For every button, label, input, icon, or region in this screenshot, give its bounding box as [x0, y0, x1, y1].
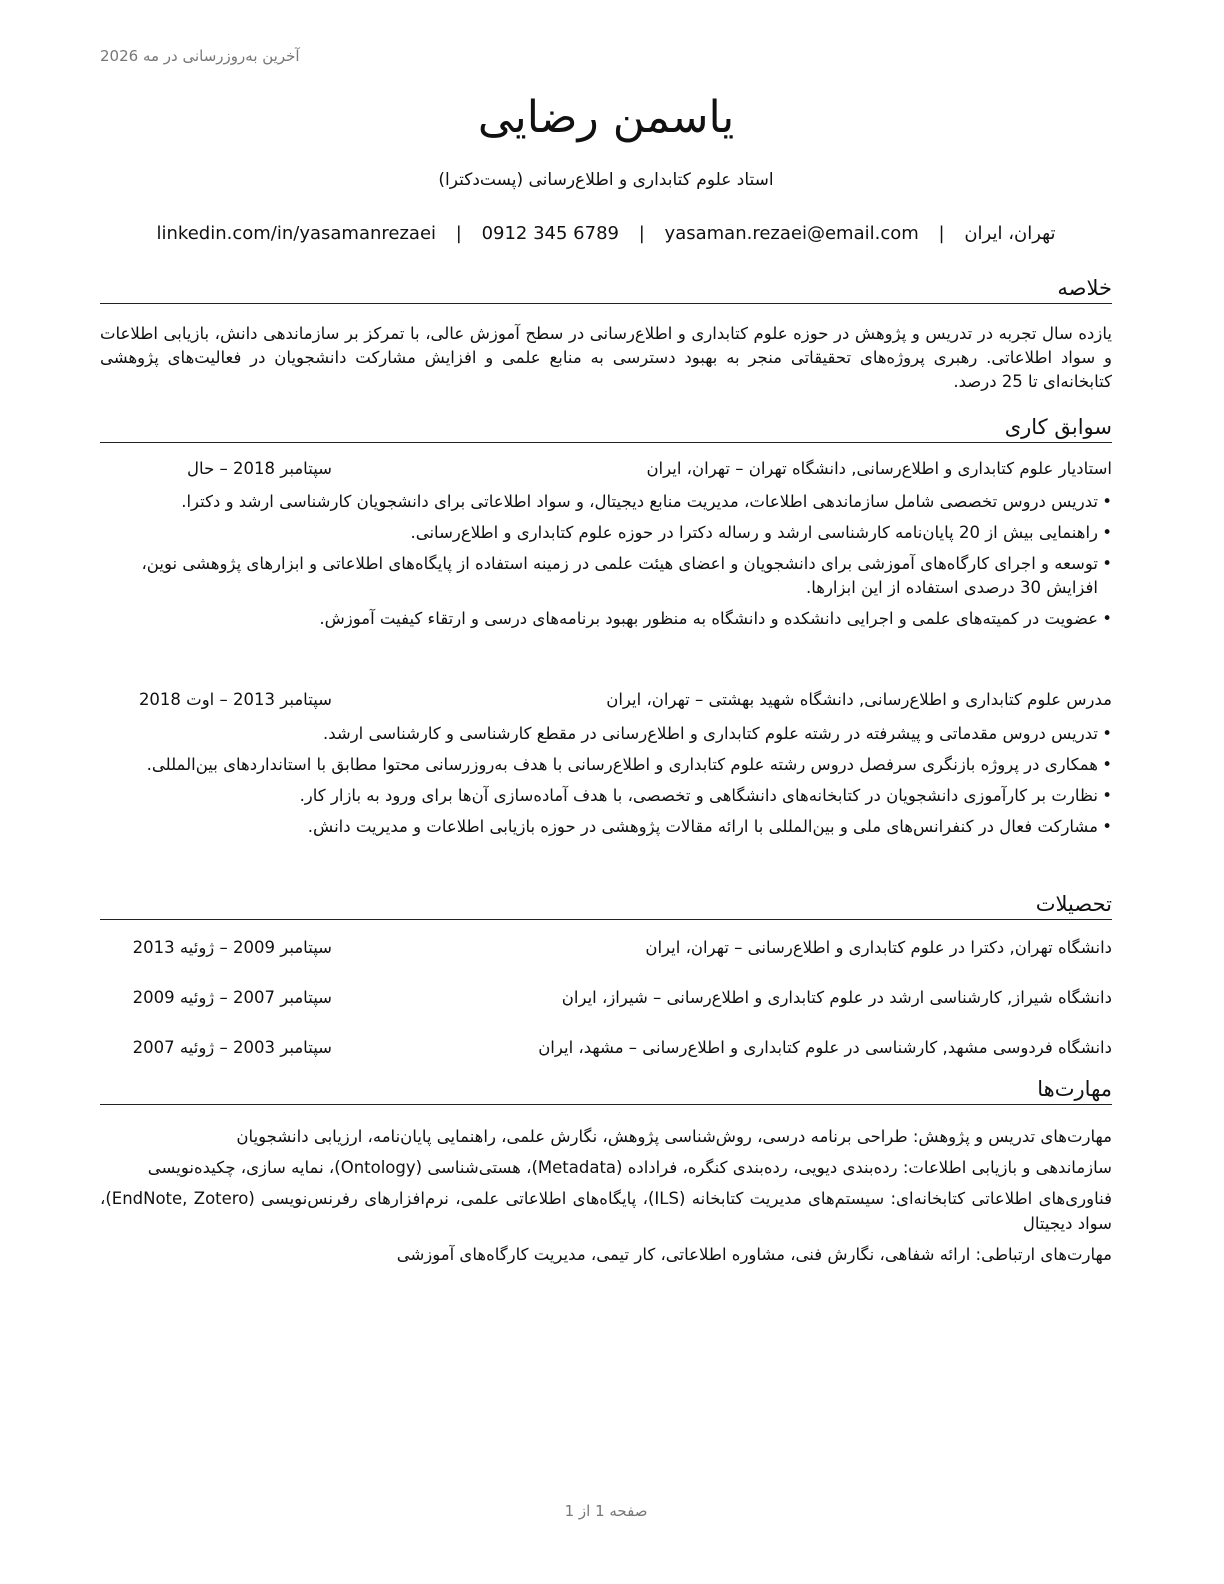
education-degree: دانشگاه تهران, دکترا در علوم کتابداری و اطلاع‌رسانی – تهران، ایران [645, 938, 1112, 957]
page-number: صفحه 1 از 1 [564, 1502, 648, 1520]
bullet-item: • مشارکت فعال در کنفرانس‌های ملی و بین‌المللی با ارائه مقالات پژوهشی در حوزه بازیابی اطلاعات و مدیریت دانش. [100, 815, 1112, 839]
contact-linkedin[interactable]: linkedin.com/in/yasamanrezaei [156, 223, 437, 244]
education-dates: سپتامبر 2009 – ژوئیه 2013 [132, 938, 332, 957]
bullet-item: • نظارت بر کارآموزی دانشجویان در کتابخانه‌های دانشگاهی و تخصصی، با هدف آماده‌سازی آن‌ها برای ورود به بازار کار. [100, 784, 1112, 808]
skill-item: مهارت‌های تدریس و پژوهش: طراحی برنامه درسی، روش‌شناسی پژوهش، نگارش علمی، راهنمایی پایان‌نامه، ارزیابی دانشجویان [236, 1127, 1112, 1146]
education-degree: دانشگاه فردوسی مشهد, کارشناسی در علوم کتابداری و اطلاع‌رسانی – مشهد، ایران [538, 1038, 1112, 1057]
skill-item: فناوری‌های اطلاعاتی کتابخانه‌ای: سیستم‌های مدیریت کتابخانه (ILS)، پایگاه‌های اطلاعاتی علمی، نرم‌افزارهای رفرنس‌نویسی (EndNote, Zotero)، سواد دیجیتال [100, 1189, 1112, 1233]
bullet-item: • تدریس دروس مقدماتی و پیشرفته در رشته علوم کتابداری و اطلاع‌رسانی در مقطع کارشناسی و کارشناسی ارشد. [100, 722, 1112, 746]
job-bullets [100, 490, 1112, 638]
job-title-org: مدرس علوم کتابداری و اطلاع‌رسانی, دانشگاه شهید بهشتی – تهران، ایران [606, 690, 1112, 709]
contact-line [100, 223, 1112, 244]
bullet-item: • عضویت در کمیته‌های علمی و اجرایی دانشکده و دانشگاه به منظور بهبود برنامه‌های درسی و ارتقاء کیفیت آموزش. [100, 607, 1112, 631]
education-degree: دانشگاه شیراز, کارشناسی ارشد در علوم کتابداری و اطلاع‌رسانی – شیراز، ایران [561, 988, 1112, 1007]
job-header [100, 459, 1112, 483]
job-title: استاد علوم کتابداری و اطلاع‌رسانی (پست‌دکترا) [438, 170, 774, 190]
education-dates: سپتامبر 2003 – ژوئیه 2007 [132, 1038, 332, 1057]
skills-list [100, 1124, 1112, 1273]
education-heading: تحصیلات [100, 892, 1112, 920]
bullet-item: • راهنمایی بیش از 20 پایان‌نامه کارشناسی ارشد و رساله دکترا در حوزه علوم کتابداری و اطلاع‌رسانی. [100, 521, 1112, 545]
last-updated: آخرین به‌روزرسانی در مه 2026 [100, 47, 300, 65]
person-name: یاسمن رضایی [477, 92, 735, 143]
skills-heading: مهارت‌ها [100, 1077, 1112, 1105]
job-header [100, 690, 1112, 714]
education-item [100, 938, 1112, 962]
experience-heading: سوابق کاری [100, 415, 1112, 443]
job-bullets [100, 722, 1112, 846]
education-dates: سپتامبر 2007 – ژوئیه 2009 [132, 988, 332, 1007]
contact-separator: | [455, 223, 462, 244]
job-dates: سپتامبر 2018 – حال [187, 459, 332, 478]
summary-heading: خلاصه [100, 276, 1112, 304]
job-dates: سپتامبر 2013 – اوت 2018 [138, 690, 332, 709]
contact-email[interactable]: yasaman.rezaei@email.com [664, 223, 919, 244]
bullet-item: • تدریس دروس تخصصی شامل سازماندهی اطلاعات، مدیریت منابع دیجیتال، و سواد اطلاعاتی برای دانشجویان کارشناسی ارشد و دکترا. [100, 490, 1112, 514]
bullet-item: • توسعه و اجرای کارگاه‌های آموزشی برای دانشجویان و اعضای هیئت علمی در زمینه استفاده از پایگاه‌های اطلاعاتی و ابزارهای پژوهشی نوین، افزایش 30 درصدی استفاده از این ابزارها. [100, 552, 1112, 600]
contact-separator: | [638, 223, 645, 244]
contact-separator: | [938, 223, 945, 244]
resume-page [100, 0, 1112, 1584]
bullet-item: • همکاری در پروژه بازنگری سرفصل دروس رشته علوم کتابداری و اطلاع‌رسانی با هدف به‌روزرسانی محتوا مطابق با استانداردهای بین‌المللی. [100, 753, 1112, 777]
skill-item: سازماندهی و بازیابی اطلاعات: رده‌بندی دیویی، رده‌بندی کنگره، فراداده (Metadata)، هستی‌شناسی (Ontology)، نمایه سازی، چکیده‌نویسی [147, 1158, 1112, 1177]
summary-text: یازده سال تجربه در تدریس و پژوهش در حوزه علوم کتابداری و اطلاع‌رسانی در سطح آموزش عالی، با تمرکز بر سازماندهی دانش، بازیابی اطلاعات و سواد اطلاعاتی. رهبری پروژه‌های تحقیقاتی منجر به بهبود دسترسی به منابع علمی و افزایش مشارکت دانشجویان در فعالیت‌های پژوهشی کتابخانه‌ای تا 25 درصد. [100, 324, 1112, 391]
skill-item: مهارت‌های ارتباطی: ارائه شفاهی، نگارش فنی، مشاوره اطلاعاتی، کار تیمی، مدیریت کارگاه‌های آموزشی [396, 1245, 1112, 1264]
education-item [100, 1038, 1112, 1062]
contact-location: تهران، ایران [964, 223, 1056, 244]
education-item [100, 988, 1112, 1012]
contact-phone[interactable]: 0912 345 6789 [481, 223, 619, 244]
job-title-org: استادیار علوم کتابداری و اطلاع‌رسانی, دانشگاه تهران – تهران، ایران [646, 459, 1112, 478]
